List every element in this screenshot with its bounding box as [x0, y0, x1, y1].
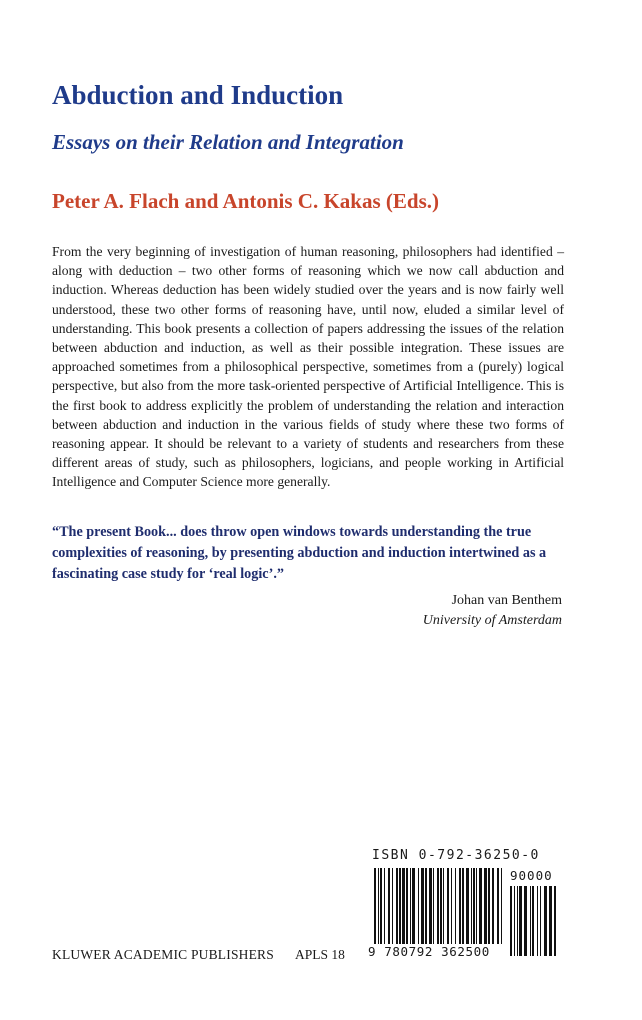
barcode-bar	[530, 886, 531, 956]
endorsement-attribution	[423, 591, 562, 631]
barcode-bar	[384, 868, 385, 956]
barcode-bar	[392, 868, 393, 956]
isbn-text: ISBN 0-792-36250-0	[372, 848, 540, 863]
endorser-name: Johan van Benthem	[451, 593, 562, 608]
barcode-bar	[510, 886, 512, 956]
barcode-bar	[466, 868, 469, 956]
barcode-bar	[374, 868, 376, 956]
book-title: Abduction and Induction	[52, 80, 344, 110]
barcode-bar	[514, 886, 515, 956]
barcode-bar	[484, 868, 487, 956]
ean-bars	[374, 868, 502, 956]
barcode-bar	[488, 868, 490, 956]
barcode-bar	[479, 868, 482, 956]
ean-number: 9 780792 362500	[368, 944, 508, 959]
barcode-bar	[433, 868, 434, 956]
barcode-bar	[455, 868, 456, 956]
publisher-name: KLUWER ACADEMIC PUBLISHERS	[52, 947, 274, 962]
price-addon-number: 90000	[510, 868, 553, 883]
barcode-bar	[497, 868, 499, 956]
barcode-bar	[524, 886, 527, 956]
barcode-bar	[447, 868, 449, 956]
barcode-bar	[476, 868, 477, 956]
barcode-bar	[440, 868, 442, 956]
book-editors: Peter A. Flach and Antonis C. Kakas (Eds.)	[52, 189, 439, 213]
description-paragraph: From the very beginning of investigation of human reasoning, philosophers had identified – along with deduction – two other forms of reasoning which we now call abduction and induction. Whereas deduction has been widely studied over the years and is now fairly well understood, these two other forms of reasoning have, until now, eluded a similar level of understanding. This book presents a collection of papers addressing the issues of the relation between abduction and induction, as well as their possible integration. These issues are approached sometimes from a philosophical perspective, sometimes from a (purely) logical perspective, but also from the more task-oriented perspective of Artificial Intelligence. This is the first book to address explicitly the problem of understanding the relation and interaction between abduction and induction in the various fields of study where these two forms of reasoning appear. It should be relevant to a variety of students and researchers from these different areas of study, such as philosophers, logicians, and people working in Artificial Intelligence and Computer Science more generally.	[52, 244, 564, 490]
barcode-bar	[544, 886, 547, 956]
barcode-bar	[462, 868, 464, 956]
barcode-bar	[429, 868, 432, 956]
addon-bars	[510, 886, 556, 956]
barcode-bar	[519, 886, 522, 956]
barcode-bar	[380, 868, 382, 956]
barcode-bar	[410, 868, 411, 956]
barcode-bar	[473, 868, 475, 956]
barcode-bar	[537, 886, 538, 956]
barcode-bar	[517, 886, 518, 956]
barcode-bar	[402, 868, 405, 956]
barcode-bar	[412, 868, 415, 956]
series-code: APLS 18	[295, 947, 345, 962]
barcode-bar	[451, 868, 452, 956]
barcode-bar	[549, 886, 552, 956]
barcode-bar	[378, 868, 379, 956]
barcode-bar	[399, 868, 401, 956]
barcode-bar	[443, 868, 444, 956]
endorser-affiliation: University of Amsterdam	[422, 613, 562, 628]
barcode-bar	[492, 868, 494, 956]
barcode-bar	[425, 868, 427, 956]
barcode-bar	[540, 886, 541, 956]
barcode-bar	[532, 886, 534, 956]
endorsement-quote: “The present Book... does throw open windows towards understanding the true complexities of reasoning, by presenting abduction and induction intertwined as a fascinating case study for ‘real logic’.”	[52, 524, 547, 582]
barcode-bar	[418, 868, 419, 956]
barcode-bar	[421, 868, 424, 956]
barcode-bar	[396, 868, 398, 956]
barcode-bar	[406, 868, 408, 956]
barcode-bar	[388, 868, 390, 956]
book-subtitle: Essays on their Relation and Integration	[52, 130, 404, 154]
barcode-bar	[501, 868, 502, 956]
barcode-bar	[471, 868, 472, 956]
barcode-bar	[437, 868, 439, 956]
isbn-barcode	[368, 844, 560, 974]
barcode-bar	[554, 886, 556, 956]
barcode-bar	[459, 868, 461, 956]
